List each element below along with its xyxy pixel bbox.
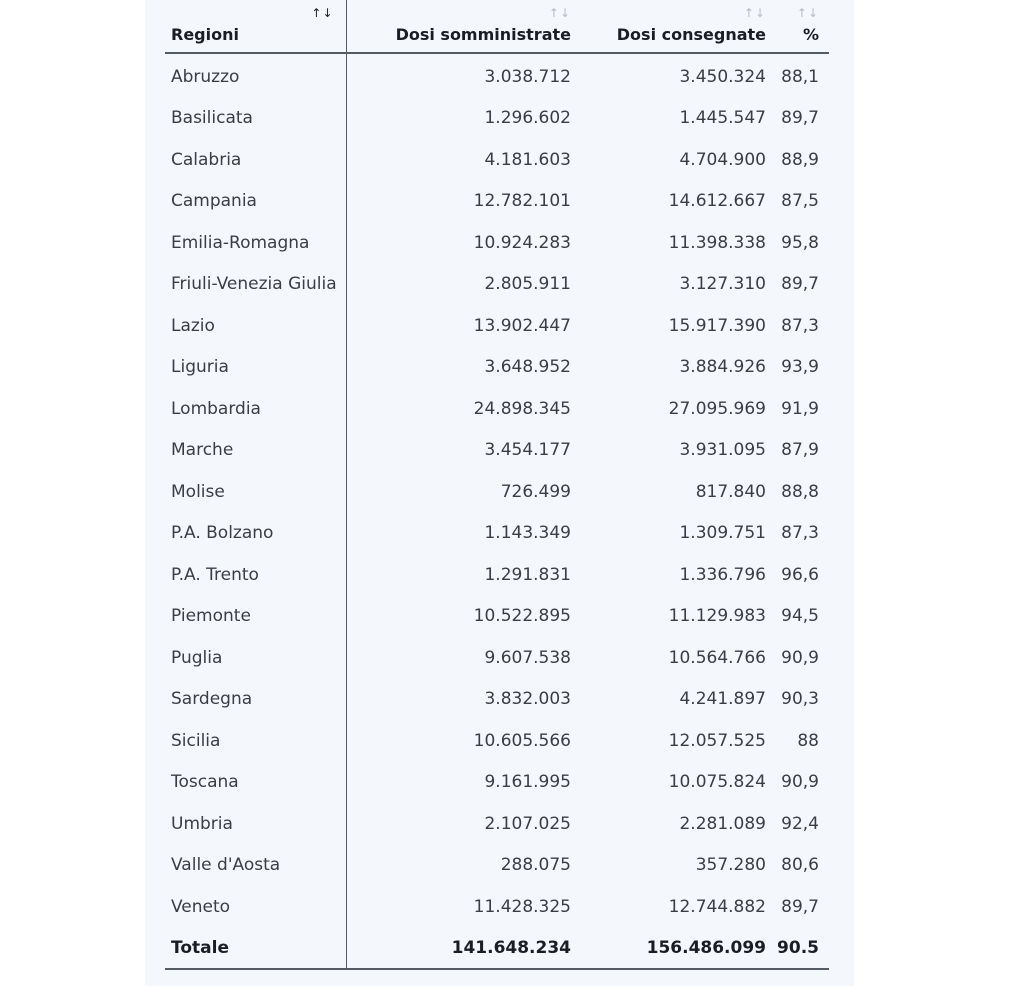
table-row (165, 222, 829, 264)
sort-icon[interactable]: ↑↓ (743, 6, 766, 20)
cell-percent: 88,9 (781, 149, 819, 170)
cell-region: Sardegna (165, 679, 346, 721)
cell-somministrate: 12.782.101 (473, 191, 571, 212)
cell-consegnate: 3.884.926 (679, 357, 766, 378)
cell-region: Campania (165, 181, 346, 223)
cell-region: Piemonte (165, 596, 346, 638)
cell-region: Lazio (165, 305, 346, 347)
cell-somministrate: 9.607.538 (484, 647, 571, 668)
table-row (165, 139, 829, 181)
cell-region: P.A. Bolzano (165, 513, 346, 555)
table-row (165, 679, 829, 721)
table-row (165, 305, 829, 347)
column-header-somministrate[interactable] (346, 0, 581, 53)
table-body (165, 53, 829, 969)
cell-somministrate: 726.499 (500, 481, 571, 502)
cell-consegnate: 4.704.900 (679, 149, 766, 170)
cell-region: Emilia-Romagna (165, 222, 346, 264)
table-row (165, 98, 829, 140)
cell-region: Valle d'Aosta (165, 845, 346, 887)
cell-consegnate: 12.744.882 (668, 896, 766, 917)
sort-icon[interactable]: ↑↓ (548, 6, 571, 20)
column-header-label: Regioni (171, 25, 239, 44)
table-row (165, 53, 829, 98)
sort-icon[interactable]: ↑↓ (796, 6, 819, 20)
cell-percent: 87,5 (781, 191, 819, 212)
total-somministrate: 141.648.234 (346, 928, 581, 969)
cell-consegnate: 2.281.089 (679, 813, 766, 834)
cell-percent: 89,7 (781, 896, 819, 917)
table-row (165, 471, 829, 513)
cell-consegnate: 11.129.983 (668, 606, 766, 627)
cell-consegnate: 12.057.525 (668, 730, 766, 751)
cell-consegnate: 4.241.897 (679, 689, 766, 710)
cell-consegnate: 11.398.338 (668, 232, 766, 253)
table-header (165, 0, 829, 53)
cell-somministrate: 9.161.995 (484, 772, 571, 793)
cell-somministrate: 13.902.447 (473, 315, 571, 336)
cell-somministrate: 10.605.566 (473, 730, 571, 751)
table-row (165, 596, 829, 638)
cell-region: Abruzzo (165, 53, 346, 98)
table-row (165, 347, 829, 389)
cell-consegnate: 3.450.324 (679, 66, 766, 87)
total-percent: 90.5 (776, 928, 829, 969)
cell-region: Calabria (165, 139, 346, 181)
cell-percent: 92,4 (781, 813, 819, 834)
cell-somministrate: 288.075 (500, 855, 571, 876)
cell-consegnate: 357.280 (695, 855, 766, 876)
table-row (165, 845, 829, 887)
cell-somministrate: 3.038.712 (484, 66, 571, 87)
cell-percent: 93,9 (781, 357, 819, 378)
table-row (165, 388, 829, 430)
cell-somministrate: 1.291.831 (484, 564, 571, 585)
cell-percent: 80,6 (781, 855, 819, 876)
column-header-consegnate[interactable] (581, 0, 776, 53)
cell-consegnate: 1.309.751 (679, 523, 766, 544)
cell-consegnate: 3.127.310 (679, 274, 766, 295)
cell-region: Friuli-Venezia Giulia (165, 264, 346, 306)
cell-percent: 88 (797, 730, 819, 751)
table-row (165, 181, 829, 223)
cell-somministrate: 4.181.603 (484, 149, 571, 170)
cell-somministrate: 1.143.349 (484, 523, 571, 544)
cell-region: Basilicata (165, 98, 346, 140)
table-row (165, 886, 829, 928)
cell-consegnate: 10.564.766 (668, 647, 766, 668)
vaccine-doses-table (165, 0, 829, 970)
cell-region: Veneto (165, 886, 346, 928)
table-row (165, 430, 829, 472)
column-header-percent[interactable] (776, 0, 829, 53)
table-row (165, 762, 829, 804)
cell-somministrate: 2.107.025 (484, 813, 571, 834)
cell-consegnate: 15.917.390 (668, 315, 766, 336)
table-row (165, 803, 829, 845)
cell-somministrate: 24.898.345 (473, 398, 571, 419)
sort-icon[interactable]: ↑↓ (311, 6, 334, 20)
cell-somministrate: 10.924.283 (473, 232, 571, 253)
cell-consegnate: 3.931.095 (679, 440, 766, 461)
cell-consegnate: 1.445.547 (679, 108, 766, 129)
cell-region: Puglia (165, 637, 346, 679)
cell-region: P.A. Trento (165, 554, 346, 596)
cell-region: Lombardia (165, 388, 346, 430)
cell-percent: 91,9 (781, 398, 819, 419)
table-row (165, 720, 829, 762)
cell-consegnate: 14.612.667 (668, 191, 766, 212)
cell-consegnate: 817.840 (695, 481, 766, 502)
cell-somministrate: 3.648.952 (484, 357, 571, 378)
cell-consegnate: 10.075.824 (668, 772, 766, 793)
cell-percent: 89,7 (781, 274, 819, 295)
table-row (165, 264, 829, 306)
cell-region: Umbria (165, 803, 346, 845)
cell-region: Sicilia (165, 720, 346, 762)
column-header-label: Dosi somministrate (395, 25, 571, 44)
total-consegnate: 156.486.099 (581, 928, 776, 969)
cell-region: Liguria (165, 347, 346, 389)
cell-percent: 90,9 (781, 647, 819, 668)
header-row (165, 0, 829, 53)
total-row (165, 928, 829, 969)
table-row (165, 637, 829, 679)
table-panel (145, 0, 854, 986)
cell-consegnate: 1.336.796 (679, 564, 766, 585)
cell-somministrate: 3.454.177 (484, 440, 571, 461)
column-header-label: % (802, 25, 819, 44)
table-row (165, 554, 829, 596)
cell-percent: 96,6 (781, 564, 819, 585)
column-header-label: Dosi consegnate (616, 25, 766, 44)
cell-percent: 95,8 (781, 232, 819, 253)
cell-percent: 87,9 (781, 440, 819, 461)
cell-percent: 87,3 (781, 523, 819, 544)
cell-somministrate: 3.832.003 (484, 689, 571, 710)
cell-somministrate: 1.296.602 (484, 108, 571, 129)
cell-percent: 88,8 (781, 481, 819, 502)
cell-region: Toscana (165, 762, 346, 804)
cell-consegnate: 27.095.969 (668, 398, 766, 419)
total-label: Totale (165, 928, 346, 969)
cell-percent: 87,3 (781, 315, 819, 336)
cell-percent: 88,1 (781, 66, 819, 87)
cell-percent: 90,9 (781, 772, 819, 793)
table-row (165, 513, 829, 555)
cell-percent: 90,3 (781, 689, 819, 710)
cell-somministrate: 10.522.895 (473, 606, 571, 627)
cell-somministrate: 11.428.325 (473, 896, 571, 917)
cell-region: Marche (165, 430, 346, 472)
cell-percent: 89,7 (781, 108, 819, 129)
cell-region: Molise (165, 471, 346, 513)
column-header-region[interactable] (165, 0, 346, 53)
cell-percent: 94,5 (781, 606, 819, 627)
cell-somministrate: 2.805.911 (484, 274, 571, 295)
